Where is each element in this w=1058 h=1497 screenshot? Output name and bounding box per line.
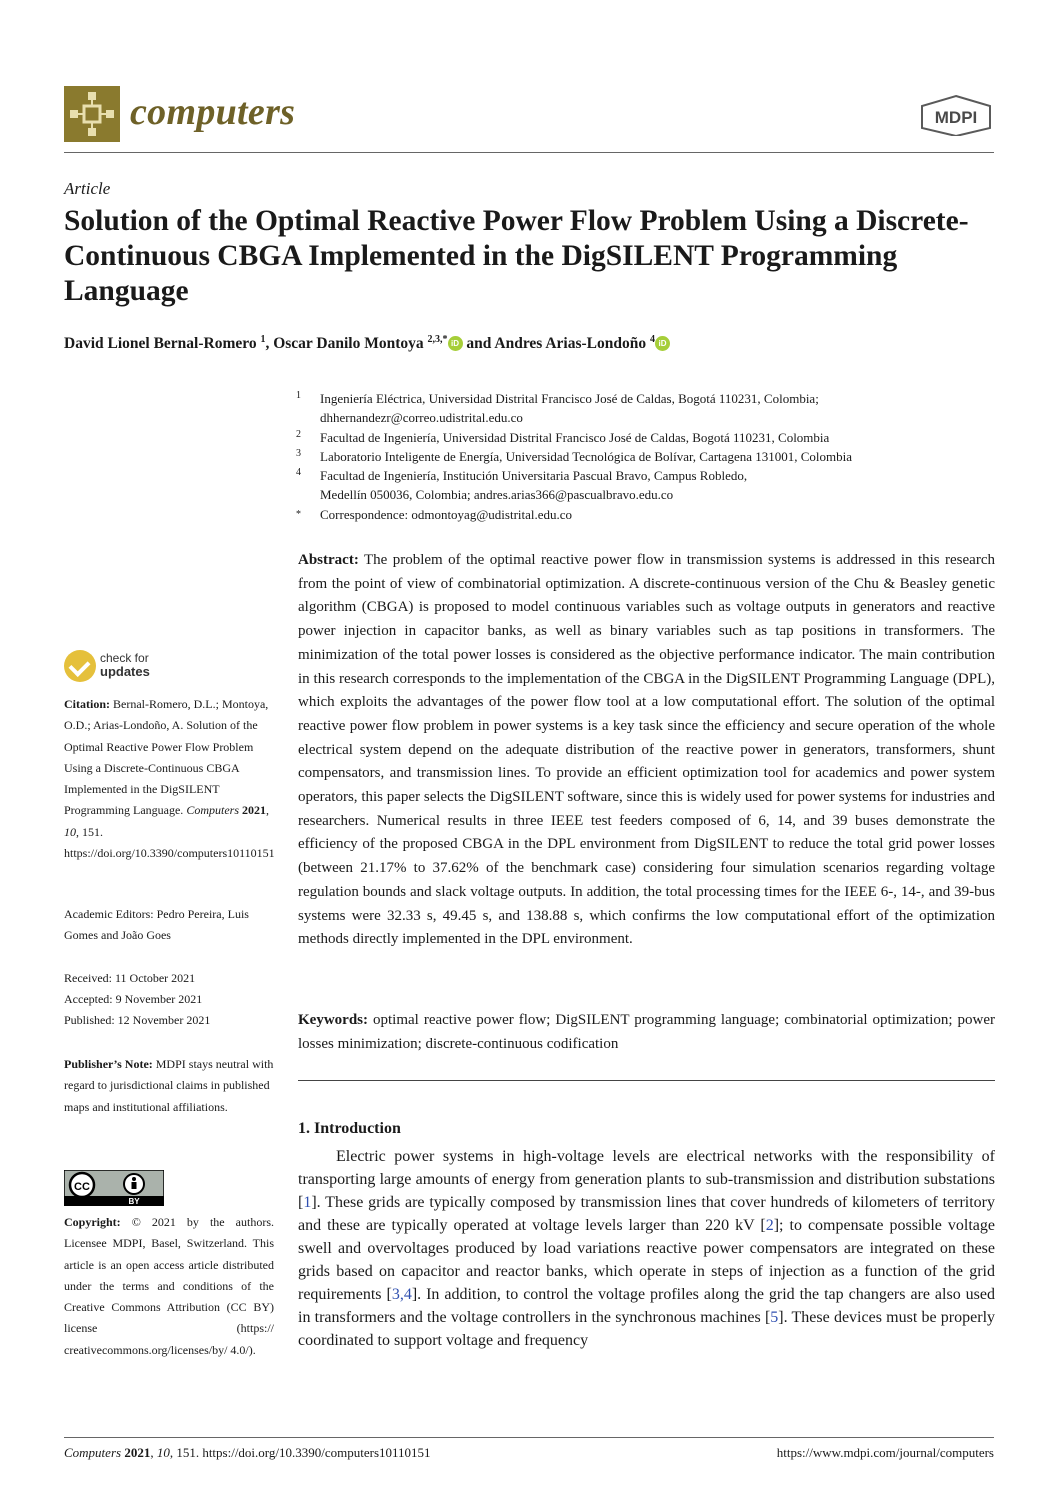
received-date: Received: 11 October 2021 xyxy=(64,971,196,985)
author-affil-sup: 1 xyxy=(260,334,266,345)
reference-link[interactable]: 3,4 xyxy=(391,1286,412,1303)
footer-doi-link[interactable]: , 151. https://doi.org/10.3390/computers10110151 xyxy=(169,1445,431,1460)
section-heading: 1. Introduction xyxy=(298,1120,401,1137)
keywords-text: optimal reactive power flow; DigSILENT programming language; combinatorial optimization; power losses minimization; discrete-continuous codification xyxy=(298,1012,996,1052)
affiliation-1: 1 Ingeniería Eléctrica, Universidad Distrital Francisco José de Caldas, Bogotá 110231, Colombia; dhhernandezr@correo.udistrital.edu.co xyxy=(296,389,996,427)
footer-citation: Computers 2021, 10, 151. https://doi.org/10.3390/computers10110151 xyxy=(64,1445,431,1460)
abstract-label: Abstract: xyxy=(298,552,359,568)
affiliation-4: 4 Facultad de Ingeniería, Institución Universitaria Pascual Bravo, Campus Robledo, Medellín 050036, Colombia; andres.arias366@pascualbravo.edu.co xyxy=(296,467,748,502)
svg-text:CC: CC xyxy=(74,1181,90,1193)
check-icon xyxy=(64,650,96,682)
author-name[interactable]: David Lionel Bernal-Romero xyxy=(64,335,257,353)
correspondence: * Correspondence: odmontoyag@udistrital.edu.co xyxy=(296,507,573,522)
abstract-text: The problem of the optimal reactive power flow in transmission systems is addressed in this research from the point of view of combinatorial optimization. A discrete-continuous version of the Chu & Beasley genetic algorithm (CBGA) is proposed to model continuous variables such as voltage outputs in generators and reactive power injection in capacitor banks, as well as binary variables such as tap positions in transformers. The minimization of the total power losses is considered as the objective performance indicator. The main contribution in this research corresponds to the implementation of the CBGA in the DigSILENT Programming Language (DPL), which exploits the advantages of the power flow tool at a low computational effort. The solution of the optimal reactive power flow problem in power systems is a key task since the efficiency and secure operation of the whole electrical system depend on the adequate distribution of the reactive power in generators, transformers, shunt compensators, and transmission lines. To provide an efficient optimization tool for academics and power system operators, this paper selects the DigSILENT software, since this is widely used for power systems for industries and researchers. Numerical results in three IEEE test feeders composed of 6, 14, and 39 buses demonstrate the efficiency of the proposed CBGA in the DPL environment from DigSILENT to reduce the total grid power losses (between 21.17% to 37.62% of the benchmark case) considering four simulation scenarios regarding voltage regulation bounds and slack voltage outputs. In addition, the total processing times for the IEEE 6-, 14-, and 39-bus systems were 32.33 s, 49.45 s, and 138.88 s, which confirms the low computational effort of the optimization methods directly implemented in the DPL environment. xyxy=(298,552,995,948)
article-title: Solution of the Optimal Reactive Power Flow Problem Using a Discrete-Continuous CBGA Implemented in the DigSILENT Programming Language xyxy=(64,205,969,307)
affiliation-2: 2 Facultad de Ingeniería, Universidad Distrital Francisco José de Caldas, Bogotá 110231, Colombia xyxy=(296,429,830,445)
reference-link[interactable]: 5 xyxy=(770,1309,779,1326)
author-name[interactable]: Oscar Danilo Montoya xyxy=(273,335,424,353)
affiliation-3: 3 Laboratorio Inteligente de Energía, Universidad Tecnológica de Bolívar, Cartagena 131001, Colombia xyxy=(296,448,853,464)
orcid-icon[interactable]: iD xyxy=(655,336,670,351)
mdpi-logo[interactable] xyxy=(918,94,994,136)
academic-editors: Academic Editors: Pedro Pereira, Luis Gomes and João Goes xyxy=(64,907,249,943)
citation-doi[interactable]: , 151. https://doi.org/10.3390/computers10110151 xyxy=(64,824,275,861)
keywords xyxy=(298,1009,995,1056)
svg-text:BY: BY xyxy=(128,1197,140,1206)
keywords-label: Keywords: xyxy=(298,1012,368,1028)
author-affil-sup: 4 xyxy=(650,334,656,345)
citation-label: Citation: xyxy=(64,697,110,711)
reference-link[interactable]: 2 xyxy=(765,1217,774,1234)
introduction-body xyxy=(298,1145,995,1352)
copyright-label: Copyright: xyxy=(64,1215,121,1229)
footer-journal-url[interactable]: https://www.mdpi.com/journal/computers xyxy=(776,1445,994,1460)
publisher-note-label: Publisher’s Note: xyxy=(64,1057,153,1071)
citation-block: Citation: Bernal-Romero, D.L.; Montoya, O.D.; Arias-Londoño, A. Solution of the Optimal Reactive Power Flow Problem Using a Discrete-Continuous CBGA Implemented in the DigSILENT Programming Language. Computers 2021, 10, 151. https://doi.org/10.3390/computers10110151 xyxy=(64,697,275,861)
author-separator: , xyxy=(265,335,274,353)
svg-text:MDPI: MDPI xyxy=(934,108,978,127)
paragraph: Electric power systems in high-voltage levels are electrical networks with the responsibility of transporting large amounts of energy from generation plants to sub-transmission and distribution substations [1]. These grids are typically composed by transmission lines that cover hundreds of kilometers of territory and these are typically operated at voltage levels larger than 220 kV [2]; to compensate possible voltage swell and overvoltages produced by load variations reactive power compensators are integrated on these grids based on capacitor and reactor banks, which operate in steps of injection as a function of the grid requirements [3,4]. In addition, to control the voltage profiles along the grid the tap changers are also used in transformers and the voltage controllers in the synchronous machines [5]. These devices must be properly coordinated to support voltage and frequency xyxy=(298,1148,996,1349)
journal-logo xyxy=(64,86,120,142)
check-for-updates-badge[interactable]: check for updates xyxy=(64,648,204,688)
author-affil-sup: 2,3,* xyxy=(427,334,448,345)
abstract xyxy=(298,549,995,952)
reference-link[interactable]: 1 xyxy=(303,1194,312,1211)
author-name[interactable]: Andres Arias-Londoño xyxy=(494,335,647,353)
author-separator: and xyxy=(466,335,495,353)
journal-name: computers xyxy=(130,91,296,133)
published-date: Published: 12 November 2021 xyxy=(64,1013,211,1027)
footer-divider xyxy=(64,1437,994,1438)
copyright: Copyright: © 2021 by the authors. Licensee MDPI, Basel, Switzerland. This article is an open access article distributed under the terms and conditions of the Creative Commons Attribution (CC BY) license (https:// creativecommons.org/licenses/by/ 4.0/). xyxy=(64,1215,274,1357)
article-type: Article xyxy=(64,179,111,198)
cc-by-license-icon[interactable] xyxy=(64,1170,164,1206)
publisher-note: Publisher’s Note: MDPI stays neutral with regard to jurisdictional claims in published maps and institutional affiliations. xyxy=(64,1057,274,1114)
orcid-icon[interactable]: iD xyxy=(448,336,463,351)
author-list xyxy=(64,334,670,353)
accepted-date: Accepted: 9 November 2021 xyxy=(64,992,203,1006)
header-divider xyxy=(64,152,994,153)
section-divider xyxy=(298,1080,995,1081)
email-link[interactable]: dhhernandezr@correo.udistrital.edu.co xyxy=(320,410,523,425)
